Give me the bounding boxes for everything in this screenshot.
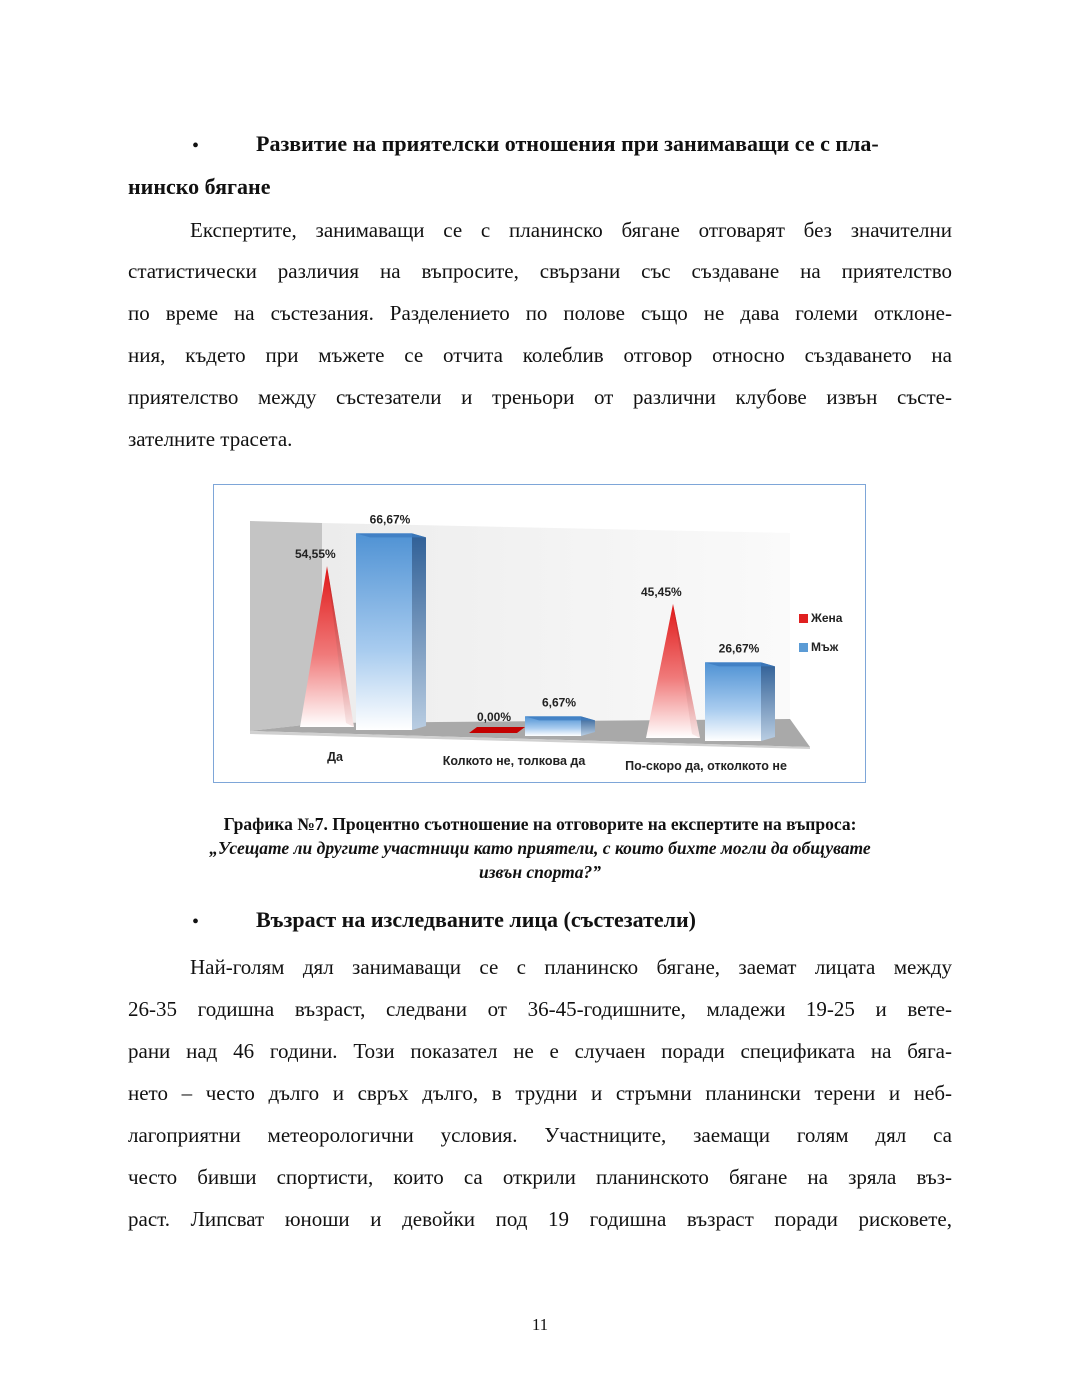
bar-mazh <box>356 533 412 730</box>
legend-label-mazh: Мъж <box>811 640 839 654</box>
chart-frame <box>213 484 866 783</box>
bar-mazh-side <box>761 662 775 741</box>
section1-heading-line1: Развитие на приятелски отношения при занимаващи се с пла- <box>256 131 879 156</box>
section1-heading-line2: нинско бягане <box>128 174 271 199</box>
paragraph-line: рани над 46 години. Този показател не е случаен поради спецификата на бяга- <box>128 1039 952 1063</box>
data-label-zhena: 54,55% <box>295 547 336 562</box>
chart-legend <box>799 611 843 654</box>
section2-heading: Възраст на изследваните лица (състезатели) <box>256 907 696 932</box>
data-label-mazh: 66,67% <box>369 512 411 527</box>
category-label: Колкото не, толкова да <box>442 754 586 768</box>
paragraph-line: нето – често дълго и свръх дълго, в трудни и стръмни планински терени и неб- <box>128 1081 952 1105</box>
category-label: Да <box>327 750 343 764</box>
bullet-2: • <box>192 911 200 933</box>
category-label: По-скоро да, отколкото не <box>625 759 787 773</box>
paragraph-line: често бивши спортисти, които са открили планинското бягане на зряла въз- <box>128 1165 952 1189</box>
bullet-1: • <box>192 135 200 157</box>
paragraph-line: Експертите, занимаващи се с планинско бягане отговарят без значителни <box>190 218 952 242</box>
bar-mazh-side <box>412 533 426 730</box>
paragraph-line: раст. Липсват юноши и девойки под 19 годишна възраст поради рисковете, <box>128 1207 952 1231</box>
legend-label-zhena: Жена <box>811 611 843 625</box>
paragraph-line: ния, където при мъжете се отчита колеблив отговор относно създаването на <box>128 343 952 367</box>
paragraph-line: по време на състезания. Разделението по полове също не дава големи отклоне- <box>128 301 952 325</box>
figure-caption-line3 <box>120 861 960 884</box>
data-label-zhena: 45,45% <box>641 584 682 599</box>
figure-caption-question-end: извън спорта?” <box>478 862 602 882</box>
data-label-zhena: 0,00% <box>477 710 512 724</box>
figure-caption-line1: Графика №7. Процентно съотношение на отговорите на експертите на въпроса: <box>223 814 857 834</box>
bar-chart <box>214 485 867 784</box>
paragraph-line: Най-голям дял занимаващи се с планинско бягане, заемат лицата между <box>190 955 952 979</box>
data-label-mazh: 26,67% <box>718 641 760 656</box>
legend-swatch-mazh <box>799 643 808 652</box>
paragraph-line: зателните трасета. <box>128 427 293 451</box>
page-number: 11 <box>531 1315 549 1334</box>
paragraph-line: 26-35 годишна възраст, следвани от 36-45-годишните, младежи 19-25 и вете- <box>128 997 952 1021</box>
legend-swatch-zhena <box>799 614 808 623</box>
bar-zhena <box>469 727 525 733</box>
paragraph-line: приятелство между състезатели и треньори от различни клубове извън състе- <box>128 385 952 409</box>
paragraph-line: лагоприятни метеорологични условия. Участниците, заемащи голям дял са <box>128 1123 952 1147</box>
data-label-mazh: 6,67% <box>541 695 577 710</box>
figure-caption-line2 <box>120 837 960 860</box>
bar-mazh <box>705 662 761 741</box>
figure-caption-question: „Усещате ли другите участници като приятели, с които бихте могли да общувате <box>209 838 871 858</box>
paragraph-line: статистически различия на въпросите, свързани със създаване на приятелство <box>128 259 952 283</box>
